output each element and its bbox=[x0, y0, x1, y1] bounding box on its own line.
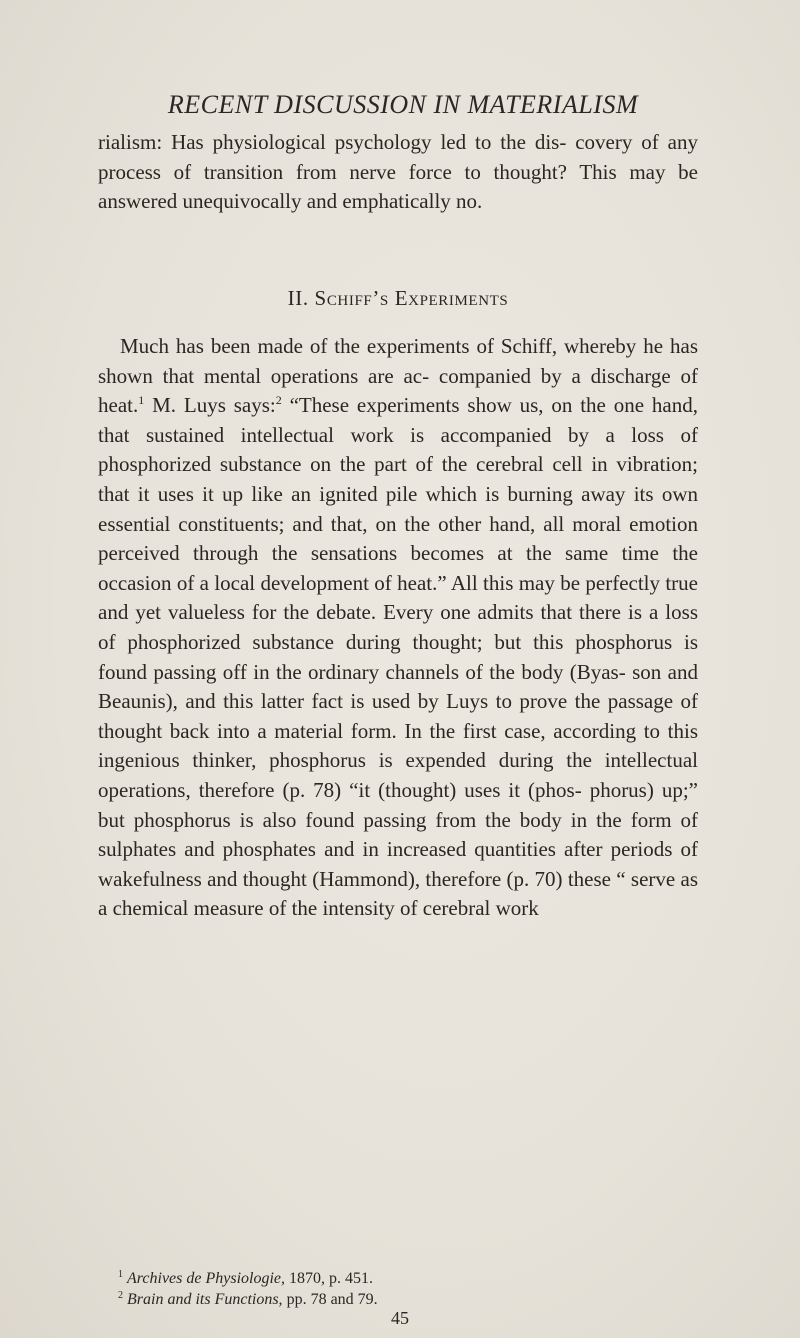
page-number: 45 bbox=[391, 1308, 409, 1328]
running-head: RECENT DISCUSSION IN MATERIALISM bbox=[167, 90, 639, 119]
footnote-ref-2: 2 bbox=[275, 393, 282, 408]
footnotes bbox=[118, 1268, 698, 1310]
footnote-source-title: Brain and its Functions, bbox=[127, 1291, 283, 1308]
footnote-ref-1: 1 bbox=[138, 393, 145, 408]
footnote-source-detail: pp. 78 and 79. bbox=[282, 1291, 378, 1308]
footnote-number: 1 bbox=[118, 1268, 123, 1280]
footnote-number: 2 bbox=[118, 1289, 123, 1301]
footnote-2 bbox=[118, 1289, 698, 1310]
footnote-source-title: Archives de Physiologie, bbox=[127, 1270, 286, 1287]
section-heading: II. Schiff’s Experiments bbox=[287, 286, 509, 310]
paragraph-2-text-a: Much has been made of the experiments of Schiff, whereby he has shown that mental operations are ac- companied by a discharge of heat. bbox=[98, 334, 698, 418]
footnote-source-detail: 1870, p. 451. bbox=[285, 1270, 374, 1287]
footnote-1 bbox=[118, 1268, 698, 1289]
paragraph-2-text-c: “These experiments show us, on the one hand, that sustained intellectual work is accompanied by a loss of phosphorized substance on the part of the cerebral cell in vibration; that it uses it up like an ignited pile which is burning away its own essential constituents; and that, on the other hand, all moral emotion perceived through the sensations becomes at the same time the occasion of a local development of heat.” All this may be perfectly true and yet valueless for the debate. Every one admits that there is a loss of phosphorized substance during thought; but this phosphorus is found passing off in the ordinary channels of the body (Byas- son and Beaunis), and this latter fact is used by Luys to prove the passage of thought back into a material form. In the first case, according to this ingenious thinker, phosphorus is expended during the intellectual operations, therefore (p. 78) “it (thought) uses it (phos- phorus) up;” but phosphorus is also found passing from the body in the form of sulphates and phosphates and in increased quantities after periods of wakefulness and thought (Hammond), therefore (p. 70) these “ serve as a chemical measure of the intensity of cerebral work bbox=[98, 393, 698, 921]
paragraph-2-text-b: M. Luys says: bbox=[144, 393, 276, 418]
paragraph-1: rialism: Has physiological psychology led to the dis- covery of any process of transition from nerve force to thought? This may be answered unequivocally and emphatically no. bbox=[98, 130, 698, 214]
paragraph-2 bbox=[98, 332, 698, 924]
